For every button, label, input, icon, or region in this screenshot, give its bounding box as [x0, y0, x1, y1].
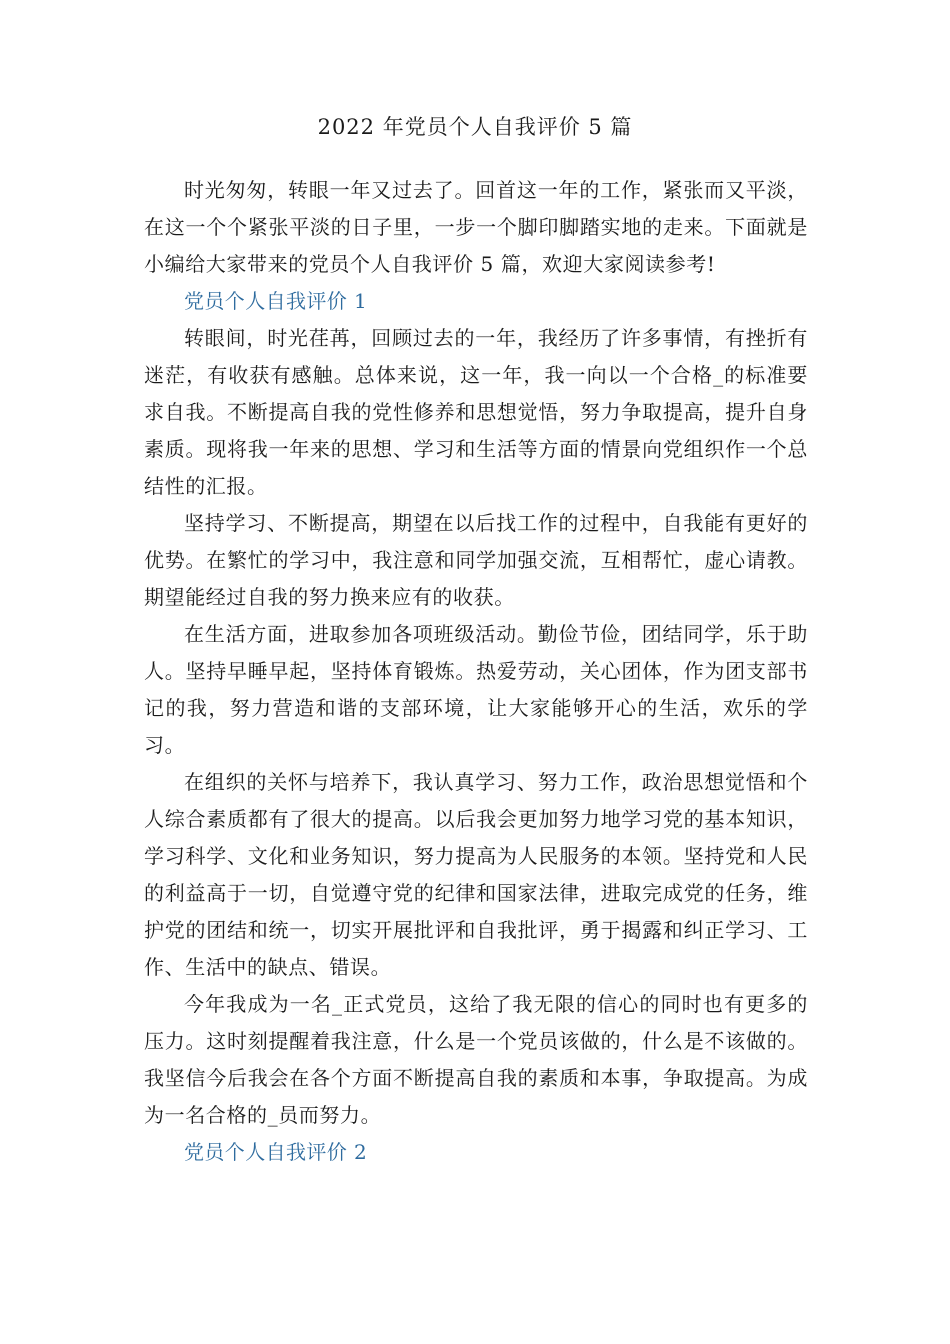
section1-paragraph-5: 今年我成为一名_正式党员，这给了我无限的信心的同时也有更多的压力。这时刻提醒着我注意，什么是一个党员该做的，什么是不该做的。我坚信今后我会在各个方面不断提高自我的素质和本事，争取提高。为成为一名合格的_员而努力。	[144, 992, 808, 1127]
document-body	[144, 172, 808, 1171]
section-heading-2: 党员个人自我评价 2	[184, 1140, 368, 1164]
section1-paragraph-2: 坚持学习、不断提高，期望在以后找工作的过程中，自我能有更好的优势。在繁忙的学习中，我注意和同学加强交流，互相帮忙，虚心请教。期望能经过自我的努力换来应有的收获。	[144, 511, 808, 609]
section1-paragraph-3: 在生活方面，进取参加各项班级活动。勤俭节俭，团结同学，乐于助人。坚持早睡早起，坚持体育锻炼。热爱劳动，关心团体，作为团支部书记的我，努力营造和谐的支部环境，让大家能够开心的生活，欢乐的学习。	[144, 622, 808, 757]
section1-paragraph-1: 转眼间，时光荏苒，回顾过去的一年，我经历了许多事情，有挫折有迷茫，有收获有感触。总体来说，这一年，我一向以一个合格_的标准要求自我。不断提高自我的党性修养和思想觉悟，努力争取提高，提升自身素质。现将我一年来的思想、学习和生活等方面的情景向党组织作一个总结性的汇报。	[144, 326, 808, 498]
section-heading-1: 党员个人自我评价 1	[184, 289, 368, 313]
document-title: 2022 年党员个人自我评价 5 篇	[317, 115, 633, 139]
intro-paragraph: 时光匆匆，转眼一年又过去了。回首这一年的工作，紧张而又平淡，在这一个个紧张平淡的日子里，一步一个脚印脚踏实地的走来。下面就是小编给大家带来的党员个人自我评价 5 篇，欢迎大家阅读参考!	[144, 178, 808, 276]
section1-paragraph-4: 在组织的关怀与培养下，我认真学习、努力工作，政治思想觉悟和个人综合素质都有了很大的提高。以后我会更加努力地学习党的基本知识，学习科学、文化和业务知识，努力提高为人民服务的本领。坚持党和人民的利益高于一切，自觉遵守党的纪律和国家法律，进取完成党的任务，维护党的团结和统一，切实开展批评和自我批评，勇于揭露和纠正学习、工作、生活中的缺点、错误。	[144, 770, 808, 979]
